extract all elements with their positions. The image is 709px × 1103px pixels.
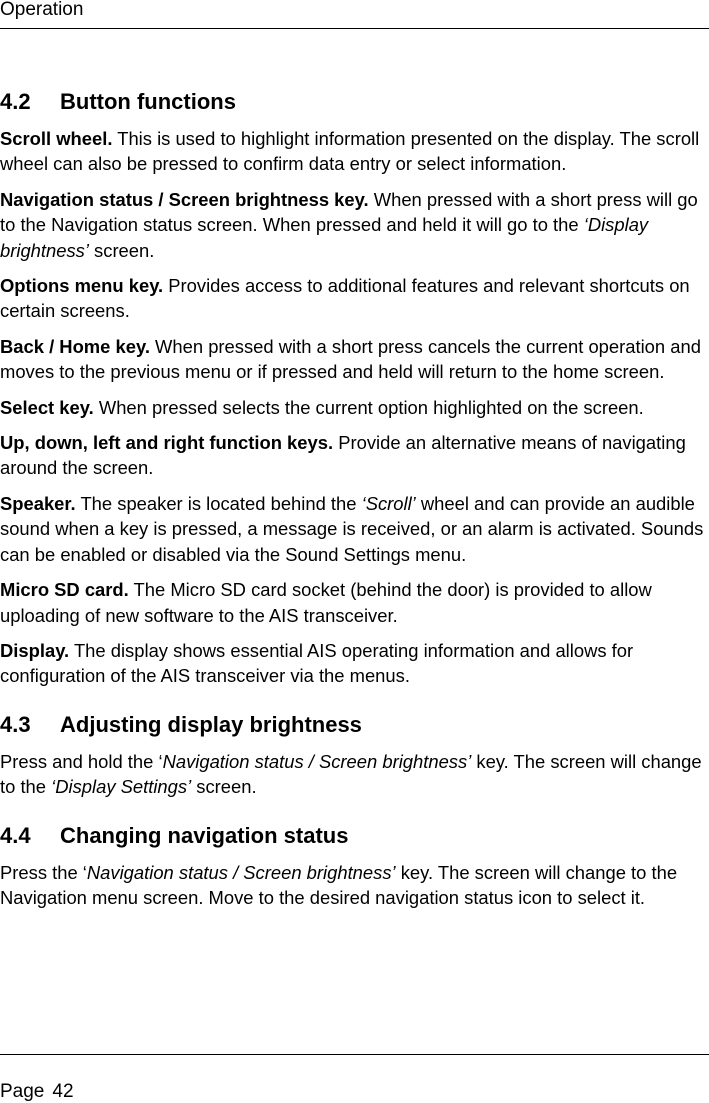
paragraph-navigation-status-key (0, 187, 709, 263)
italic-reference: ‘Display brightness’ (0, 214, 649, 261)
text-run: Press the ‘ (0, 861, 87, 883)
term: Back / Home key. (0, 335, 150, 357)
text-run: key. The screen will change to the (0, 750, 702, 798)
text-run: Press and hold the ‘ (0, 750, 163, 772)
section-title: Adjusting display brightness (60, 711, 362, 737)
paragraph-function-keys (0, 430, 709, 481)
term: Navigation status / Screen brightness key. (0, 188, 369, 210)
italic-reference: Navigation status / Screen brightness’ (86, 861, 396, 883)
section-title: Button functions (60, 89, 236, 114)
paragraph-speaker (0, 491, 709, 567)
text-run: screen. (191, 776, 257, 798)
term: Speaker. (0, 492, 76, 514)
paragraph-back-home-key (0, 334, 709, 385)
page-content (0, 88, 709, 910)
section-number: 4.2 (0, 89, 31, 114)
paragraph-options-menu-key (0, 273, 709, 324)
description: Provide an alternative means of navigating around the screen. (0, 432, 686, 479)
section-title: Changing navigation status (60, 822, 349, 848)
section-heading-4-2 (0, 88, 709, 116)
section-heading-4-3 (0, 711, 709, 739)
description-end: wheel and can provide an audible sound when a key is pressed, a message is received, or an alarm is activated. Sounds can be enabled or disabled via the Sound Settings menu. (0, 492, 704, 565)
section-heading-4-4 (0, 822, 709, 850)
paragraph-changing-nav-status (0, 860, 709, 911)
header-rule (0, 28, 709, 29)
paragraph-display (0, 638, 709, 689)
term: Scroll wheel. (0, 128, 113, 149)
page-footer (0, 1082, 74, 1101)
text-run: key. The screen will change to the Navigation menu screen. Move to the desired navigation status icon to select it. (0, 861, 678, 908)
description: The Micro SD card socket (behind the door) is provided to allow uploading of new software to the AIS transceiver. (0, 579, 652, 626)
term: Options menu key. (0, 275, 164, 297)
paragraph-scroll-wheel (0, 126, 709, 177)
italic-reference: Navigation status / Screen brightness’ (162, 750, 472, 772)
italic-reference: ‘Display Settings’ (51, 776, 192, 798)
paragraph-select-key (0, 395, 709, 420)
term: Micro SD card. (0, 579, 129, 601)
term: Select key. (0, 396, 94, 418)
section-number: 4.4 (0, 822, 31, 848)
description: The speaker is located behind the (75, 492, 362, 514)
description-end: screen. (88, 239, 155, 261)
section-number: 4.3 (0, 711, 31, 737)
page-number: 42 (52, 1081, 74, 1102)
description: Provides access to additional features and relevant shortcuts on certain screens. (0, 275, 690, 322)
description: When pressed selects the current option highlighted on the screen. (93, 396, 644, 418)
paragraph-adjusting-brightness (0, 749, 709, 800)
page-label: Page (0, 1081, 45, 1102)
description: When pressed with a short press cancels the current operation and moves to the previous menu or if pressed and held will return to the home screen. (0, 335, 701, 383)
description: The display shows essential AIS operating information and allows for configuration of the AIS transceiver via the menus. (0, 639, 634, 687)
paragraph-micro-sd-card (0, 577, 709, 628)
term: Up, down, left and right function keys. (0, 432, 334, 454)
running-header: Operation (0, 0, 84, 20)
footer-rule (0, 1054, 709, 1055)
description: This is used to highlight information presented on the display. The scroll wheel can also be pressed to confirm data entry or select information. (0, 128, 700, 175)
italic-reference: ‘Scroll’ (361, 492, 416, 514)
description: When pressed with a short press will go to the Navigation status screen. When pressed and held it will go to the (0, 188, 698, 236)
term: Display. (0, 639, 70, 661)
